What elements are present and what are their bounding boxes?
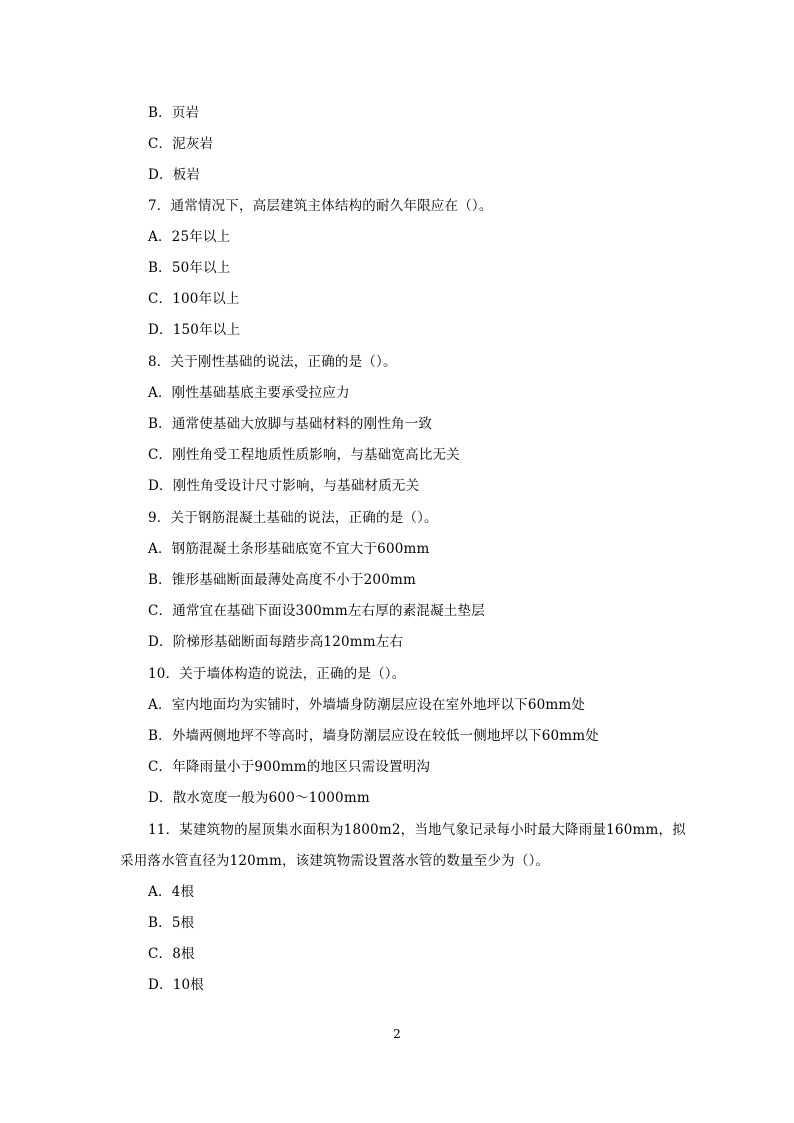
option-b-q8: B．通常使基础大放脚与基础材料的刚性角一致 (148, 416, 433, 432)
option-d-q9: D．阶梯形基础断面每踏步高120mm左右 (148, 634, 404, 650)
option-b-q6: B．页岩 (148, 105, 200, 121)
option-b-q10: B．外墙两侧地坪不等高时，墙身防潮层应设在较低一侧地坪以下60mm处 (148, 728, 600, 744)
option-d-q7: D．150年以上 (148, 322, 241, 338)
question-11-line-2: 采用落水管直径为120mm，该建筑物需设置落水管的数量至少为（）。 (120, 853, 550, 869)
option-c-q7: C．100年以上 (148, 291, 240, 307)
question-8: 8．关于刚性基础的说法，正确的是（）。 (148, 354, 397, 370)
option-d-q10: D．散水宽度一般为600～1000mm (148, 790, 370, 806)
option-a-q10: A．室内地面均为实铺时，外墙墙身防潮层应设在室外地坪以下60mm处 (148, 697, 586, 713)
option-c-q8: C．刚性角受工程地质性质影响，与基础宽高比无关 (148, 447, 460, 463)
page-number: 2 (393, 1027, 401, 1041)
option-d-q8: D．刚性角受设计尺寸影响，与基础材质无关 (148, 478, 420, 494)
option-b-q7: B．50年以上 (148, 260, 231, 276)
option-a-q11: A．4根 (148, 884, 195, 900)
question-7: 7．通常情况下，高层建筑主体结构的耐久年限应在（）。 (148, 198, 493, 214)
option-d-q6: D．板岩 (148, 167, 201, 183)
option-a-q8: A．刚性基础基底主要承受拉应力 (148, 385, 350, 401)
option-a-q7: A．25年以上 (148, 229, 231, 245)
option-c-q11: C．8根 (148, 946, 195, 962)
question-9: 9．关于钢筋混凝土基础的说法，正确的是（）。 (148, 510, 438, 526)
option-d-q11: D．10根 (148, 977, 205, 993)
option-a-q9: A．钢筋混凝土条形基础底宽不宜大于600mm (148, 541, 430, 557)
option-c-q6: C．泥灰岩 (148, 136, 214, 152)
question-11-line-1: 11．某建筑物的屋顶集水面积为1800m2，当地气象记录每小时最大降雨量160mm，拟 (148, 822, 686, 838)
option-c-q10: C．年降雨量小于900mm的地区只需设置明沟 (148, 759, 431, 775)
question-10: 10．关于墙体构造的说法，正确的是（）。 (148, 666, 406, 682)
option-b-q9: B．锥形基础断面最薄处高度不小于200mm (148, 572, 416, 588)
option-b-q11: B．5根 (148, 915, 195, 931)
option-c-q9: C．通常宜在基础下面设300mm左右厚的素混凝土垫层 (148, 603, 485, 619)
